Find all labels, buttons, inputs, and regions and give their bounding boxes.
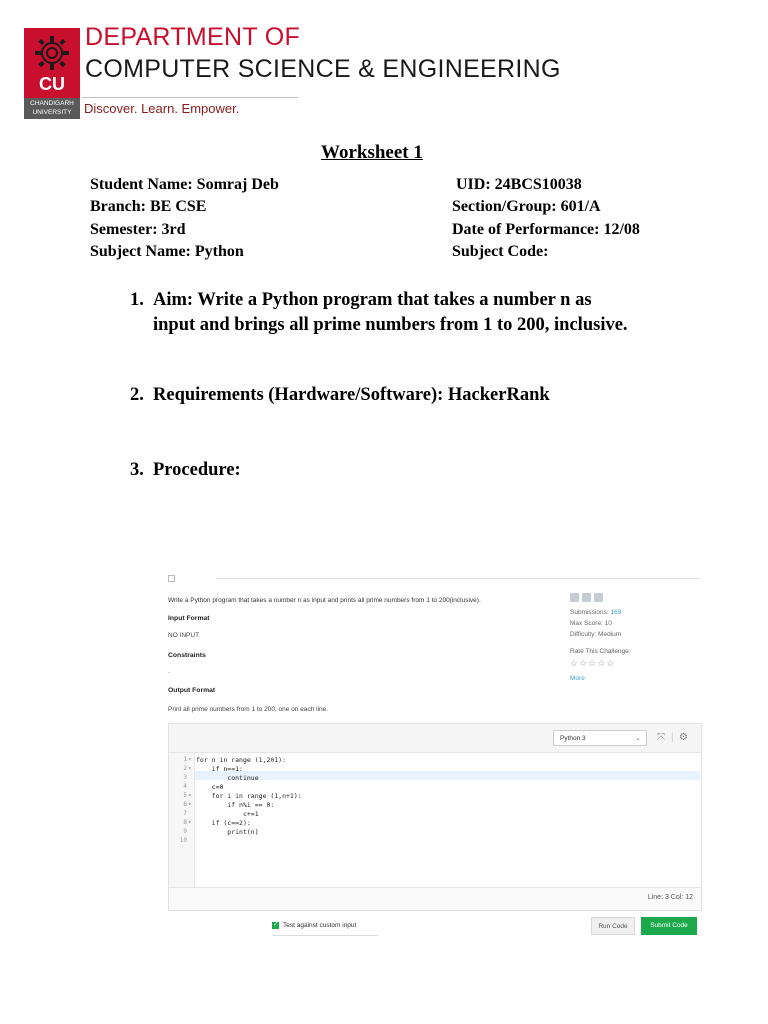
line-number: 3 (183, 774, 187, 781)
code-line[interactable]: if (c==2): (196, 819, 251, 827)
more-link[interactable]: More (570, 675, 585, 682)
code-line[interactable]: c=0 (196, 783, 224, 791)
fold-icon[interactable]: ▾ (188, 765, 192, 772)
constraints-title: Constraints (168, 652, 206, 659)
line-number: 7 (183, 810, 187, 817)
cursor-position: Line: 3 Col: 12 (647, 894, 693, 901)
branch: Branch: BE CSE (90, 198, 207, 215)
student-uid: UID: 24BCS10038 (456, 176, 582, 193)
constraints-text: . (168, 668, 170, 675)
student-name: Student Name: Somraj Deb (90, 176, 279, 193)
problem-statement: Write a Python program that takes a number n as input and prints all prime numbers from 1 to 200(inclusive). (168, 597, 481, 604)
code-line[interactable]: for i in range (1,n+1): (196, 792, 302, 800)
custom-input-toggle[interactable] (272, 922, 356, 929)
gear-icon[interactable]: ⚙ (679, 732, 688, 743)
line-number: 4 (183, 783, 187, 790)
aim-line2: input and brings all prime numbers from 1 to 200, inclusive. (153, 315, 628, 335)
custom-input-underline (272, 935, 378, 936)
subject-code: Subject Code: (452, 243, 549, 260)
aim-line1: Aim: Write a Python program that takes a number n as (153, 290, 592, 310)
toolbar-separator: | (671, 732, 674, 743)
checkbox-icon (168, 575, 175, 582)
rating-stars[interactable]: ☆☆☆☆☆ (570, 658, 616, 668)
language-value: Python 3 (560, 735, 586, 742)
run-code-button[interactable]: Run Code (591, 917, 635, 935)
code-line[interactable]: print(n) (196, 828, 259, 836)
fullscreen-icon[interactable]: ⤧ (657, 732, 665, 743)
tagline: Discover. Learn. Empower. (84, 101, 240, 116)
list-number: 1. (130, 290, 144, 310)
twitter-icon[interactable] (582, 593, 591, 602)
cu-logo (24, 28, 80, 118)
code-line[interactable]: if n%i == 0: (196, 801, 275, 809)
requirements-text: Requirements (Hardware/Software): HackerRank (153, 385, 550, 405)
line-number: 6 (183, 801, 187, 808)
difficulty: Difficulty: Medium (570, 631, 622, 638)
department-title-line1: DEPARTMENT OF (85, 23, 301, 51)
code-line[interactable]: for n in range (1,201): (196, 756, 287, 764)
line-number: 1 (183, 756, 187, 763)
submissions (570, 609, 621, 616)
code-line[interactable]: c+=1 (196, 810, 259, 818)
line-number: 9 (183, 828, 187, 835)
output-format-text: Print all prime numbers from 1 to 200, one on each line. (168, 706, 329, 713)
submit-code-button[interactable]: Submit Code (641, 917, 697, 935)
fold-icon[interactable]: ▾ (188, 819, 192, 826)
logo-text: CU (39, 74, 65, 94)
line-number: 10 (179, 837, 187, 844)
social-share (570, 589, 606, 607)
line-gutter (169, 753, 195, 887)
top-divider (216, 578, 700, 579)
line-number: 8 (183, 819, 187, 826)
input-format-title: Input Format (168, 615, 210, 622)
editor-status-bar (169, 887, 701, 910)
code-line[interactable]: if n==1: (196, 765, 243, 773)
checkbox-checked-icon[interactable]: ✓ (272, 922, 279, 928)
gear-emblem-icon (33, 34, 71, 72)
editor-toolbar (169, 724, 701, 753)
line-number: 2 (183, 765, 187, 772)
custom-input-label: Test against custom input (283, 922, 357, 930)
procedure-text: Procedure: (153, 460, 241, 480)
code-editor (168, 723, 702, 911)
department-title-line2: COMPUTER SCIENCE & ENGINEERING (85, 55, 561, 83)
hackerrank-screenshot (168, 572, 700, 942)
active-line-highlight (195, 771, 700, 780)
line-number: 5 (183, 792, 187, 799)
list-number: 2. (130, 385, 144, 405)
worksheet-title: Worksheet 1 (321, 142, 423, 163)
section-group: Section/Group: 601/A (452, 198, 601, 215)
fold-icon[interactable]: ▾ (188, 792, 192, 799)
submissions-label: Submissions: (570, 609, 609, 616)
fold-icon[interactable]: ▾ (188, 756, 192, 763)
language-select[interactable] (553, 730, 647, 746)
submissions-count[interactable]: 169 (610, 609, 622, 616)
semester: Semester: 3rd (90, 221, 186, 238)
subject-name: Subject Name: Python (90, 243, 244, 260)
fold-icon[interactable]: ▾ (188, 801, 192, 808)
output-format-title: Output Format (168, 687, 216, 694)
logo-university: CHANDIGARH UNIVERSITY (24, 98, 80, 119)
list-number: 3. (130, 460, 144, 480)
linkedin-icon[interactable] (594, 593, 603, 602)
header-divider (82, 97, 298, 98)
code-line[interactable]: continue (196, 774, 259, 782)
max-score: Max Score: 10 (570, 620, 612, 627)
chevron-down-icon: ⌄ (635, 735, 641, 742)
input-format-text: NO INPUT (168, 632, 200, 639)
facebook-icon[interactable] (570, 593, 579, 602)
rate-challenge-label: Rate This Challenge: (570, 648, 631, 655)
date-of-performance: Date of Performance: 12/08 (452, 221, 640, 238)
